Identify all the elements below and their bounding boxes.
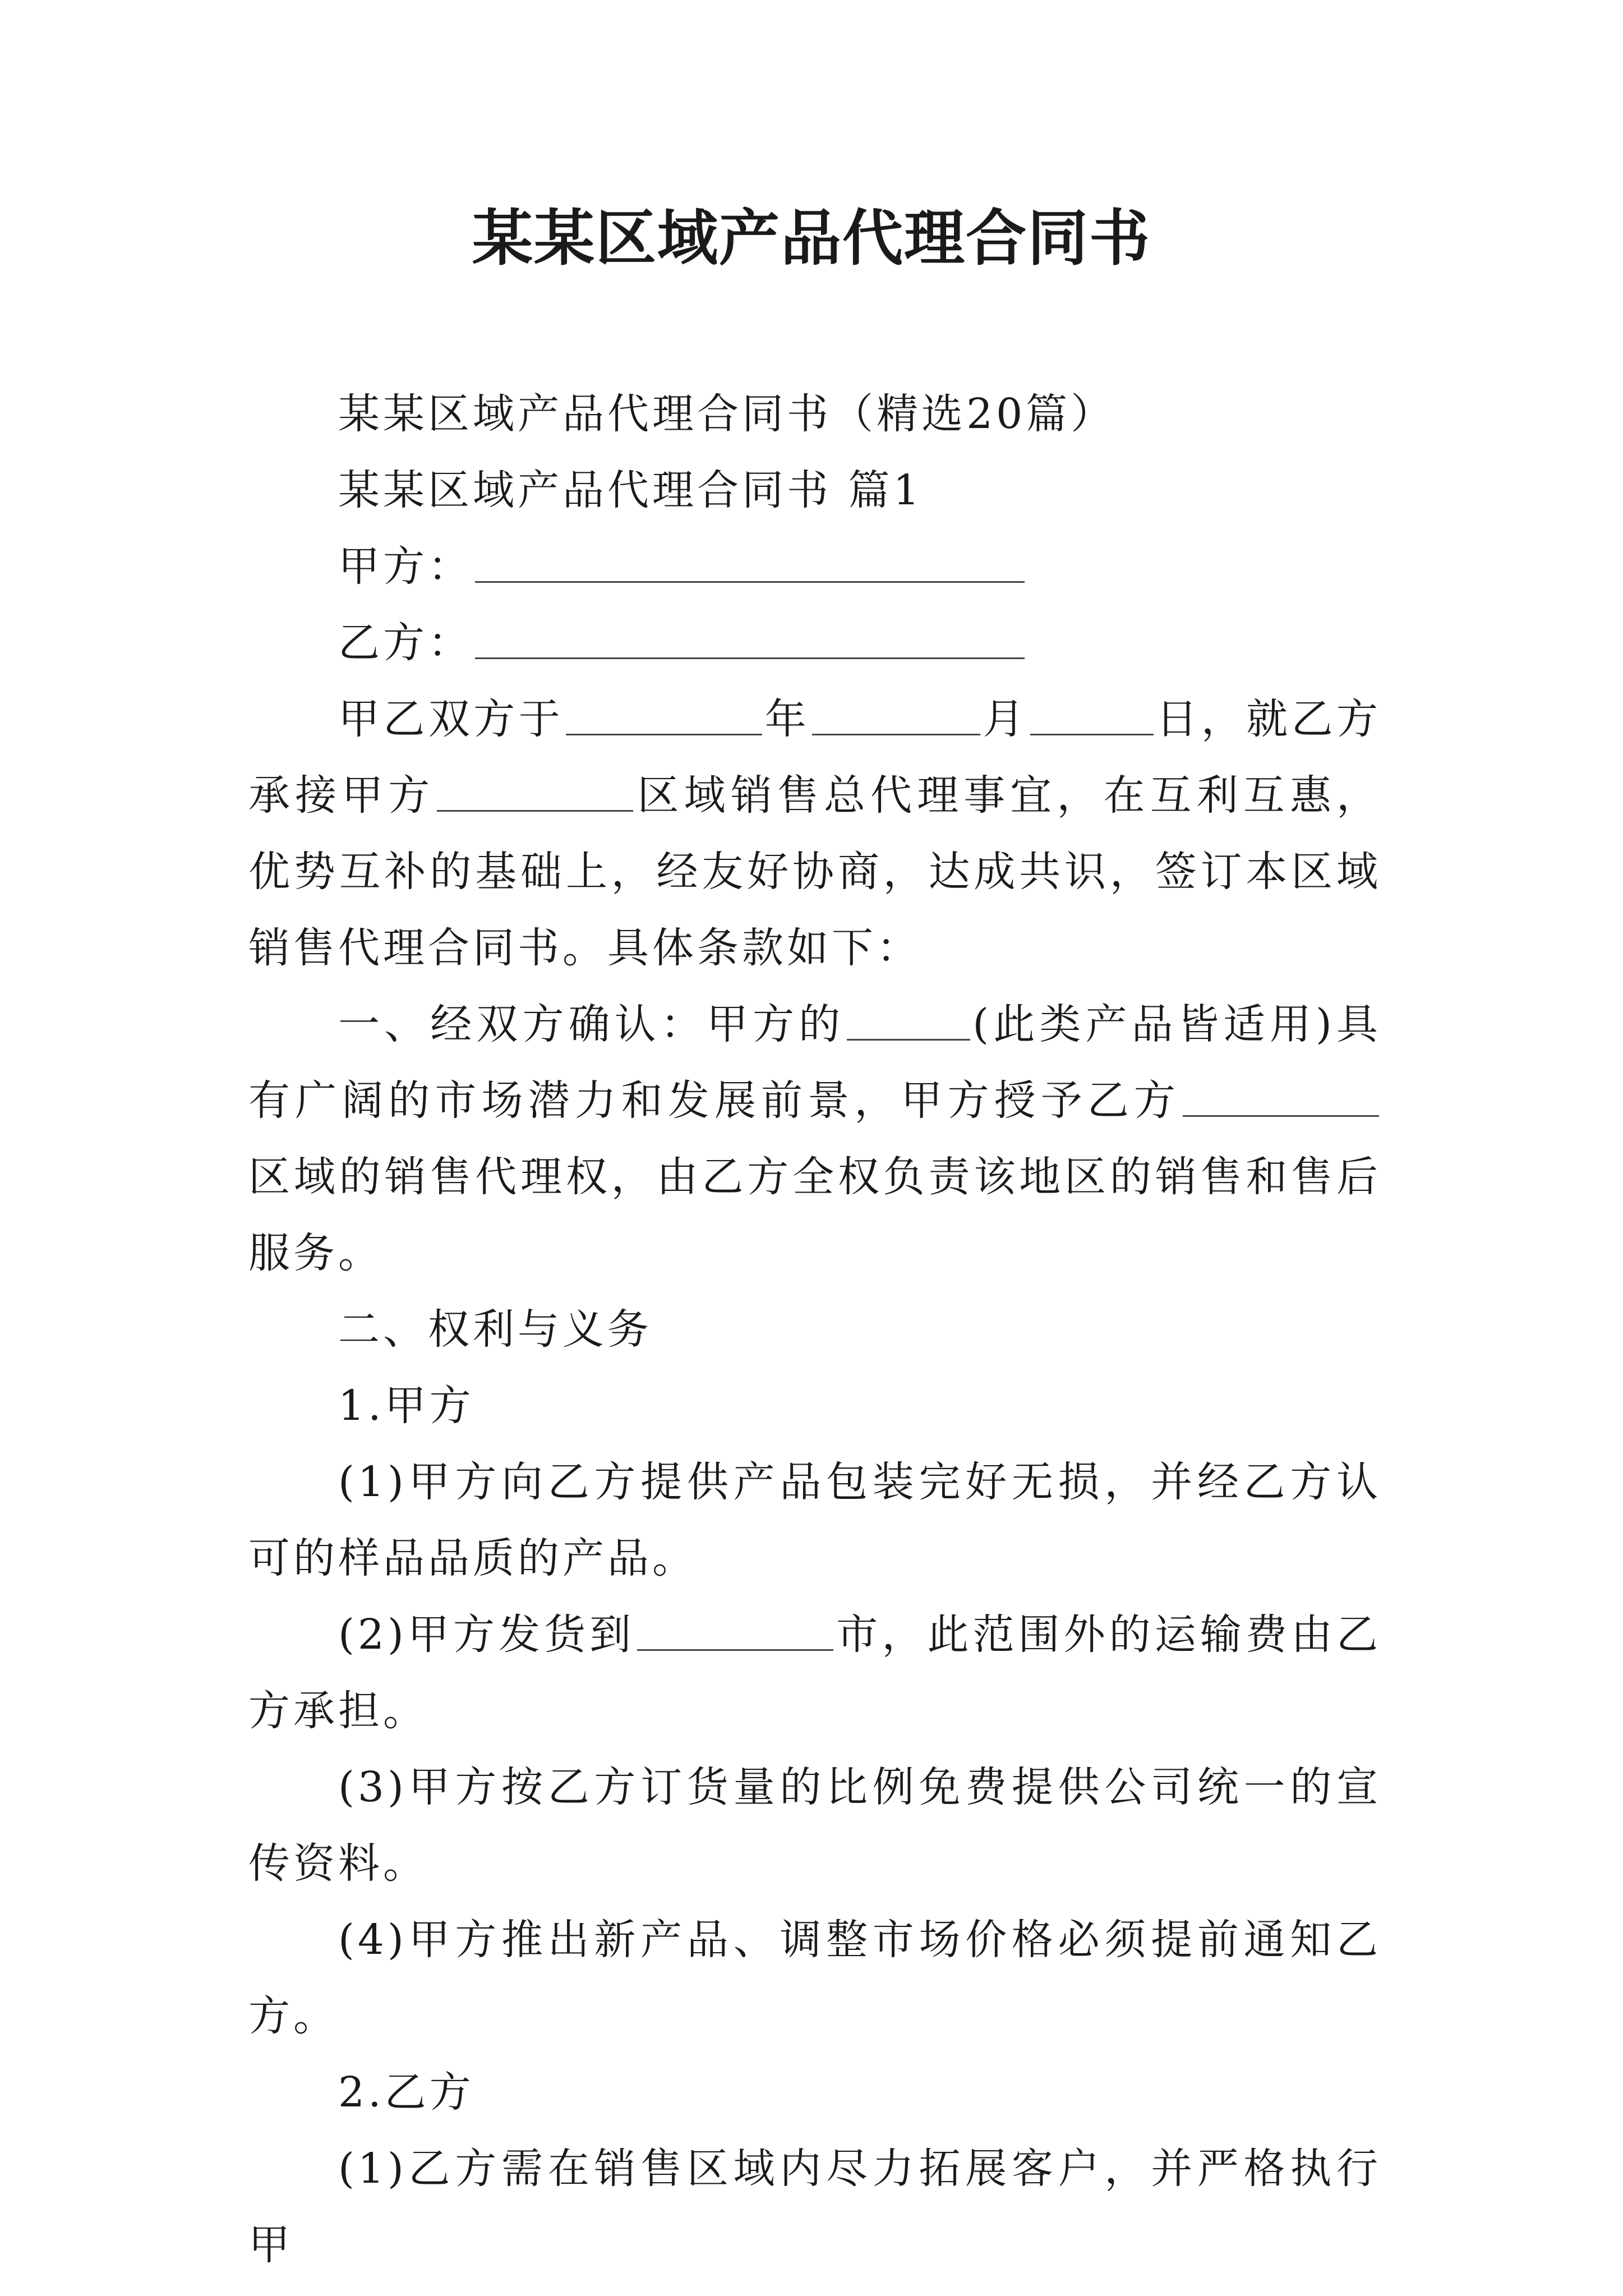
intro-text-2: 年	[764, 695, 810, 743]
city-blank	[637, 1610, 833, 1651]
clause-1-text-1: 一、经双方确认：甲方的	[338, 1000, 845, 1048]
party-a-heading: 1.甲方	[338, 1382, 474, 1430]
clause-1-text-2: (此类产品皆适用)具有广阔的市场潜力和发展前景，甲方授予乙方	[248, 1000, 1382, 1125]
party-b-line	[248, 605, 1381, 681]
intro-paragraph	[248, 681, 1381, 986]
party-a-item-3: (3)甲方按乙方订货量的比例免费提供公司统一的宣传资料。	[248, 1763, 1381, 1888]
party-a-item-1: (1)甲方向乙方提供产品包装完好无损，并经乙方认可的样品品质的产品。	[248, 1458, 1381, 1582]
intro-text-1: 甲乙双方于	[338, 695, 564, 743]
intro-text-5: 区域销售总代理事宜，在互利互惠，优势互补的基础上，经友好协商，达成共识，签订本区域销售代理合同书。具体条款如下：	[248, 771, 1382, 972]
clause-2-heading: 二、权利与义务	[338, 1305, 652, 1354]
day-blank	[1030, 694, 1154, 735]
party-a-item-2-text-1: (2)甲方发货到	[338, 1611, 635, 1659]
subtitle-line: 某某区域产品代理合同书（精选20篇）	[338, 390, 1116, 438]
party-a-line	[248, 528, 1381, 605]
clause-1-text-3: 区域的销售代理权，由乙方全权负责该地区的销售和售后服务。	[248, 1153, 1381, 1277]
party-b-blank	[475, 618, 1025, 659]
intro-text-3: 月	[983, 695, 1028, 743]
product-blank	[847, 1000, 970, 1041]
party-a-item-2	[248, 1596, 1381, 1749]
agency-region-blank	[1183, 1076, 1379, 1117]
document-body	[248, 376, 1381, 2283]
document-title: 某某区域产品代理合同书	[472, 203, 1151, 274]
party-a-blank	[475, 542, 1025, 583]
party-a-item-4: (4)甲方推出新产品、调整市场价格必须提前通知乙方。	[248, 1916, 1381, 2040]
party-b-heading: 2.乙方	[338, 2068, 474, 2116]
party-a-item-2-text-2: 市，此范围外的运输费由乙方承担。	[248, 1611, 1381, 1735]
year-blank	[566, 694, 762, 735]
region-blank	[437, 771, 633, 812]
month-blank	[812, 694, 980, 735]
clause-1-paragraph	[248, 986, 1381, 1291]
intro-text-4: 日，就乙方承接甲方	[248, 695, 1382, 820]
party-b-item-1: (1)乙方需在销售区域内尽力拓展客户，并严格执行甲	[248, 2145, 1381, 2269]
party-a-label: 甲方：	[338, 542, 473, 591]
section-heading: 某某区域产品代理合同书 篇1	[338, 466, 923, 514]
party-b-label: 乙方：	[338, 619, 473, 667]
